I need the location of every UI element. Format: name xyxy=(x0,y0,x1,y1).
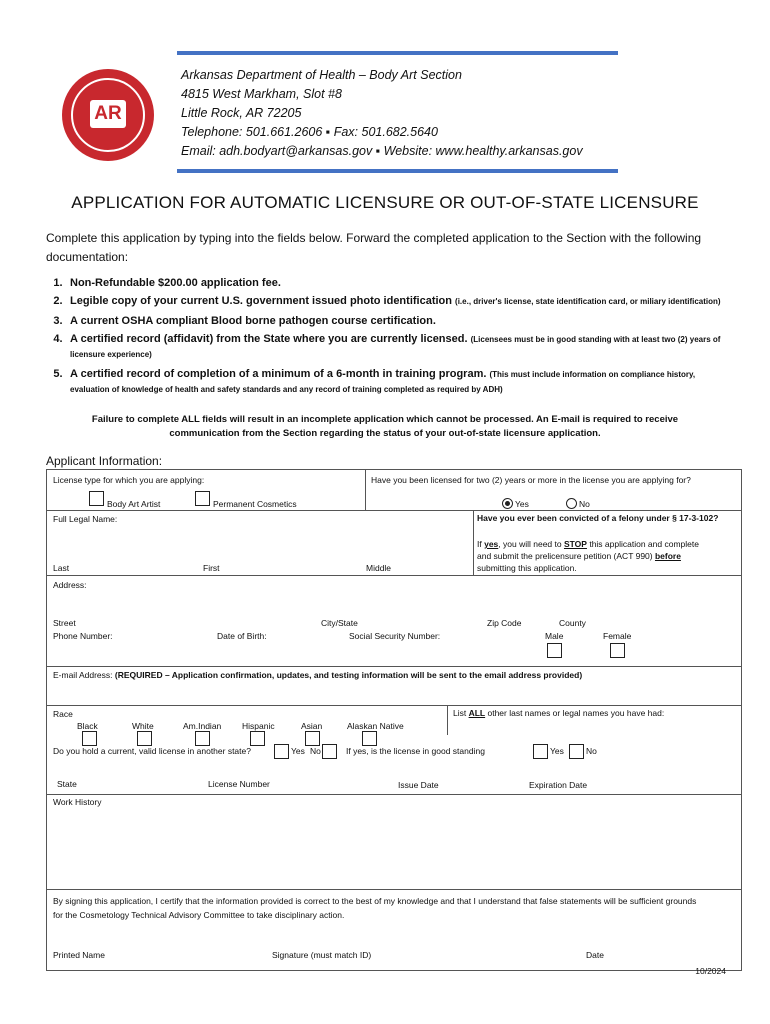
intro-text: Complete this application by typing into the fields below. Forward the completed application to the Section with the following documentation: xyxy=(46,231,702,264)
race-alaskan-native-checkbox[interactable] xyxy=(362,731,377,746)
signature-label: Signature (must match ID) xyxy=(272,950,372,960)
race-white-checkbox[interactable] xyxy=(137,731,152,746)
printed-name-label: Printed Name xyxy=(53,950,105,960)
list-item: 1. Non-Refundable $200.00 application fee. xyxy=(53,277,281,289)
list-item: 2. Legible copy of your current U.S. government issued photo identification (i.e., driver's license, state identification card, or miliary identification) xyxy=(53,295,721,307)
good-standing-yes-checkbox[interactable] xyxy=(533,744,548,759)
race-am-indian-checkbox[interactable] xyxy=(195,731,210,746)
license-type-label: License type for which you are applying: xyxy=(53,475,205,485)
list-item: 3. A current OSHA compliant Blood borne pathogen course certification. xyxy=(53,315,436,327)
race-option-label: Black xyxy=(77,721,98,731)
female-label: Female xyxy=(603,631,632,641)
permanent-cosmetics-checkbox[interactable] xyxy=(195,491,210,506)
expiration-date-label: Expiration Date xyxy=(529,780,588,790)
phone-label: Phone Number: xyxy=(53,631,113,641)
race-label: Race xyxy=(53,709,73,719)
other-state-license-question: Do you hold a current, valid license in another state? xyxy=(53,746,251,756)
felony-question: Have you ever been convicted of a felony under § 17-3-102? xyxy=(477,513,719,523)
city-state-label: City/State xyxy=(321,618,358,628)
race-option-label: Asian xyxy=(301,721,323,731)
race-option-label: Am.Indian xyxy=(183,721,222,731)
two-years-yes-label: Yes xyxy=(515,499,529,509)
two-years-question: Have you been licensed for two (2) years or more in the license you are applying for? xyxy=(371,475,691,485)
race-hispanic-checkbox[interactable] xyxy=(250,731,265,746)
good-standing-question: If yes, is the license in good standing xyxy=(346,746,485,756)
full-name-field[interactable] xyxy=(53,528,463,560)
ssn-label: Social Security Number: xyxy=(349,631,441,641)
work-history-label: Work History xyxy=(53,797,102,807)
two-years-no-radio[interactable] xyxy=(566,498,577,509)
other-state-no-checkbox[interactable] xyxy=(322,744,337,759)
page-title: APPLICATION FOR AUTOMATIC LICENSURE OR OUT-OF-STATE LICENSURE xyxy=(71,193,699,212)
applicant-info-heading: Applicant Information: xyxy=(46,454,163,468)
seal-center-text: AR xyxy=(90,100,126,128)
two-years-no-label: No xyxy=(579,499,590,509)
full-name-label: Full Legal Name: xyxy=(53,514,118,524)
license-number-label: License Number xyxy=(208,779,270,789)
issue-date-label: Issue Date xyxy=(398,780,439,790)
male-checkbox[interactable] xyxy=(547,643,562,658)
failure-notice: Failure to complete ALL fields will result in an incomplete application which cannot be processed. An E-mail is required to receive communication from the Section regarding the status of your out-of-state licensure application. xyxy=(91,414,679,439)
other-state-no-label: No xyxy=(310,746,321,756)
other-names-label: List ALL other last names or legal names you have had: xyxy=(453,708,665,718)
two-years-yes-radio[interactable] xyxy=(502,498,513,509)
good-standing-yes-label: Yes xyxy=(550,746,564,756)
body-art-label: Body Art Artist xyxy=(107,499,161,509)
felony-note: If yes, you will need to STOP this application and complete and submit the prelicensure petition (ACT 990) before submitting this application. xyxy=(477,539,699,573)
race-asian-checkbox[interactable] xyxy=(305,731,320,746)
revision-date: 10/2024 xyxy=(695,966,726,976)
email-field[interactable] xyxy=(53,682,733,702)
race-black-checkbox[interactable] xyxy=(82,731,97,746)
county-label: County xyxy=(559,618,586,628)
body-art-checkbox[interactable] xyxy=(89,491,104,506)
address-label: Address: xyxy=(53,580,87,590)
permanent-cosmetics-label: Permanent Cosmetics xyxy=(213,499,297,509)
female-checkbox[interactable] xyxy=(610,643,625,658)
good-standing-no-label: No xyxy=(586,746,597,756)
header-line-phone: Telephone: 501.661.2606 ▪ Fax: 501.682.5640 xyxy=(181,125,438,139)
dob-label: Date of Birth: xyxy=(217,631,267,641)
header-line-email: Email: adh.bodyart@arkansas.gov ▪ Website: www.healthy.arkansas.gov xyxy=(181,144,583,158)
middle-name-label: Middle xyxy=(366,563,392,573)
state-label: State xyxy=(57,779,77,789)
other-state-yes-label: Yes xyxy=(291,746,305,756)
signature-date-label: Date xyxy=(586,950,604,960)
male-label: Male xyxy=(545,631,564,641)
street-label: Street xyxy=(53,618,76,628)
address-field[interactable] xyxy=(53,592,733,616)
last-name-label: Last xyxy=(53,563,70,573)
race-option-label: White xyxy=(132,721,154,731)
header-bottom-rule xyxy=(177,169,618,173)
zip-label: Zip Code xyxy=(487,618,522,628)
email-label: E-mail Address: (REQUIRED – Application confirmation, updates, and testing information will be sent to the email address provided) xyxy=(53,670,583,680)
application-form xyxy=(46,469,742,971)
header-line-street: 4815 West Markham, Slot #8 xyxy=(181,87,342,101)
header-top-rule xyxy=(177,51,618,55)
other-state-yes-checkbox[interactable] xyxy=(274,744,289,759)
race-option-label: Hispanic xyxy=(242,721,275,731)
good-standing-no-checkbox[interactable] xyxy=(569,744,584,759)
header-line-org: Arkansas Department of Health – Body Art Section xyxy=(181,68,462,82)
certification-text: By signing this application, I certify that the information provided is correct to the best of my knowledge and that I understand that false statements will be sufficient grounds for the Cosmetology Technical Advisory Committee to take disciplinary action. xyxy=(53,896,697,920)
header-contact xyxy=(181,66,583,161)
department-seal-logo xyxy=(62,69,154,161)
list-item: 4. A certified record (affidavit) from the State where you are currently licensed. (Licensees must be in good standing with at least two (2) years of licensure experience) xyxy=(53,333,721,359)
list-item: 5. A certified record of completion of a minimum of a 6-month in training program. (This must include information on compliance history, evaluation of knowledge of health and safety standards and any record of training completed as required by ADH) xyxy=(53,368,696,394)
work-history-field[interactable] xyxy=(53,810,733,886)
race-option-label: Alaskan Native xyxy=(347,721,404,731)
documentation-list xyxy=(46,276,726,400)
header-line-city: Little Rock, AR 72205 xyxy=(181,106,302,120)
first-name-label: First xyxy=(203,563,220,573)
